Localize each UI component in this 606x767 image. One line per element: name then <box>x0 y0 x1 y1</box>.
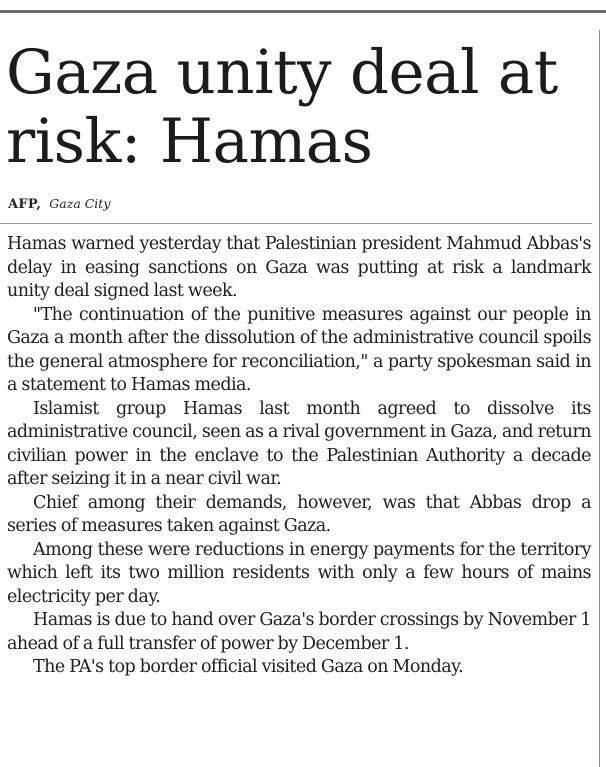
paragraph: Chief among their demands, however, was that Abbas drop a series of measures taken against Gaza. <box>7 492 591 536</box>
paragraph: Hamas warned yesterday that Palestinian president Mahmud Abbas's delay in easing sanctions on Gaza was putting at risk a landmark unity deal signed last week. <box>7 234 591 301</box>
top-rule <box>0 10 606 13</box>
paragraph: Hamas is due to hand over Gaza's border crossings by November 1 ahead of a full transfer of power by December 1. <box>7 610 591 654</box>
byline-agency: AFP, <box>8 197 42 212</box>
paragraph: The PA's top border official visited Gaza on Monday. <box>33 657 464 677</box>
paragraph: "The continuation of the punitive measures against our people in Gaza a month after the dissolution of the administrative council spoils the general atmosphere for reconciliation," a party spokesman said in a statement to Hamas media. <box>7 304 591 395</box>
article-body <box>7 233 591 680</box>
headline: Gaza unity deal at risk: Hamas <box>6 37 558 177</box>
column-rule <box>599 30 600 767</box>
paragraph: Among these were reductions in energy payments for the territory which left its two million residents with only a few hours of mains electricity per day. <box>7 539 591 607</box>
byline <box>8 196 110 212</box>
paragraph: Islamist group Hamas last month agreed to dissolve its administrative council, seen as a rival government in Gaza, and return civilian power in the enclave to the Palestinian Authority a decade after seizing it in a near civil war. <box>7 398 591 489</box>
byline-rule <box>0 223 592 224</box>
byline-dateline: Gaza City <box>49 196 111 211</box>
